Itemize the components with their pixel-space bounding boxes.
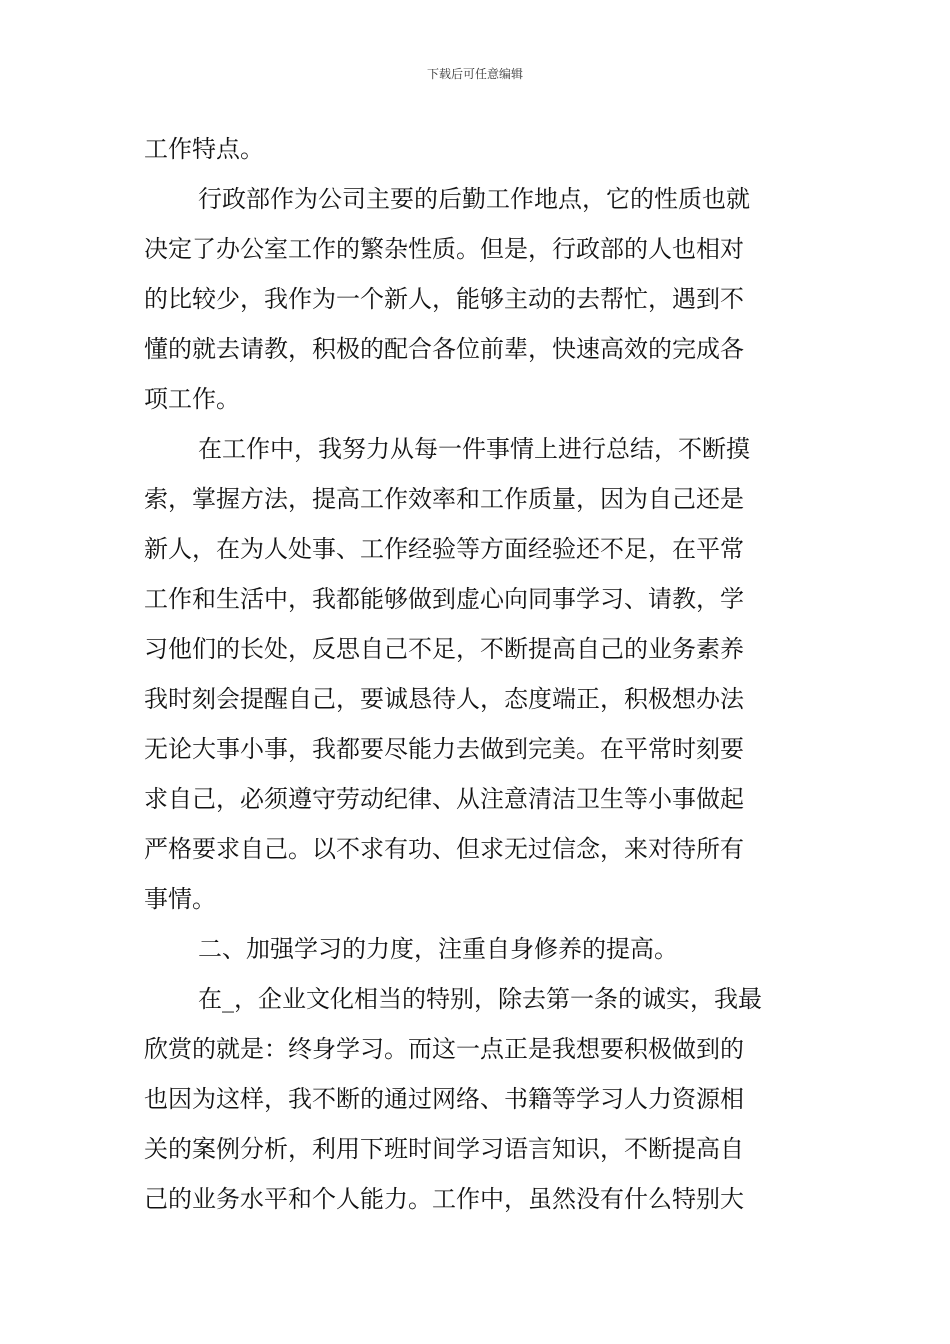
text-line: 索，掌握方法，提高工作效率和工作质量，因为自己还是 — [144, 485, 744, 513]
text-line: 己的业务水平和个人能力。工作中，虽然没有什么特别大 — [144, 1185, 744, 1213]
text-line: 无论大事小事，我都要尽能力去做到完美。在平常时刻要 — [144, 735, 744, 763]
text-line: 新人，在为人处事、工作经验等方面经验还不足，在平常 — [144, 535, 744, 563]
text-line: 行政部作为公司主要的后勤工作地点，它的性质也就 — [198, 185, 750, 213]
text-line: 决定了办公室工作的繁杂性质。但是，行政部的人也相对 — [144, 235, 744, 263]
page-header: 下载后可任意编辑 — [426, 67, 523, 81]
text-line: 求自己，必须遵守劳动纪律、从注意清洁卫生等小事做起 — [144, 785, 744, 813]
text-line: 关的案例分析，利用下班时间学习语言知识，不断提高自 — [144, 1135, 744, 1163]
text-line: 工作和生活中，我都能够做到虚心向同事学习、请教，学 — [144, 585, 744, 613]
body-text — [144, 124, 810, 1224]
section-heading: 二、加强学习的力度，注重自身修养的提高。 — [198, 935, 678, 963]
text-line: 的比较少，我作为一个新人，能够主动的去帮忙，遇到不 — [144, 285, 744, 313]
text-line: 在_，企业文化相当的特别，除去第一条的诚实，我最 — [198, 985, 762, 1013]
text-line: 欣赏的就是：终身学习。而这一点正是我想要积极做到的 — [144, 1035, 744, 1063]
text-line: 项工作。 — [144, 385, 240, 413]
text-line: 工作特点。 — [144, 135, 264, 163]
text-line: 习他们的长处，反思自己不足，不断提高自己的业务素养 — [144, 635, 744, 663]
text-line: 我时刻会提醒自己，要诚恳待人，态度端正，积极想办法 — [144, 685, 744, 713]
text-line: 事情。 — [144, 885, 216, 913]
text-line: 严格要求自己。以不求有功、但求无过信念，来对待所有 — [144, 835, 744, 863]
text-line: 在工作中，我努力从每一件事情上进行总结，不断摸 — [198, 435, 750, 463]
text-line: 也因为这样，我不断的通过网络、书籍等学习人力资源相 — [144, 1085, 744, 1113]
text-line: 懂的就去请教，积极的配合各位前辈，快速高效的完成各 — [144, 335, 744, 363]
